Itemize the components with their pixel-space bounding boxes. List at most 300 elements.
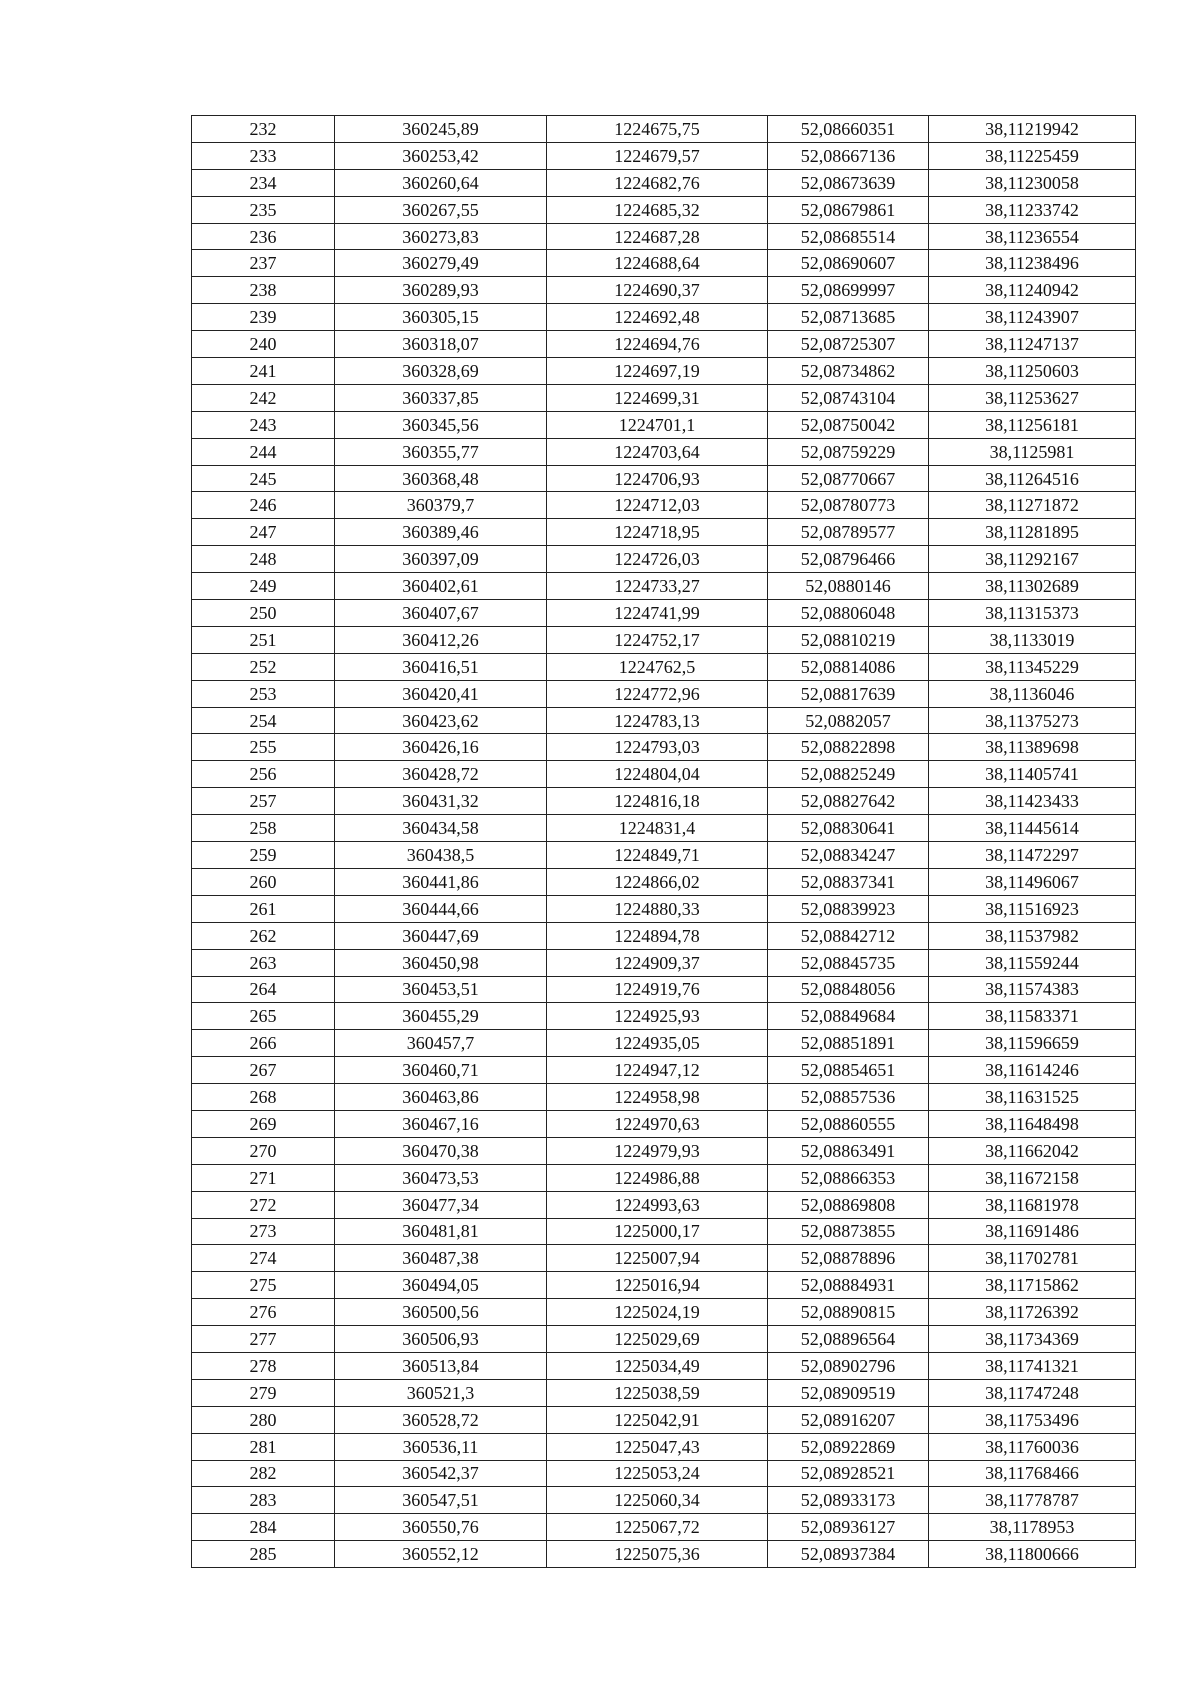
x-coordinate-cell: 360470,38 xyxy=(335,1137,547,1164)
latitude-cell: 52,0880146 xyxy=(768,573,929,600)
table-row xyxy=(192,1003,1136,1030)
point-number-cell: 272 xyxy=(192,1191,335,1218)
latitude-cell: 52,08860555 xyxy=(768,1110,929,1137)
table-row xyxy=(192,1487,1136,1514)
table-row xyxy=(192,1110,1136,1137)
point-number-cell: 260 xyxy=(192,868,335,895)
table-row xyxy=(192,546,1136,573)
latitude-cell: 52,08810219 xyxy=(768,626,929,653)
x-coordinate-cell: 360441,86 xyxy=(335,868,547,895)
latitude-cell: 52,08770667 xyxy=(768,465,929,492)
table-row xyxy=(192,1137,1136,1164)
longitude-cell: 38,11375273 xyxy=(929,707,1136,734)
latitude-cell: 52,08857536 xyxy=(768,1084,929,1111)
y-coordinate-cell: 1224793,03 xyxy=(547,734,768,761)
x-coordinate-cell: 360528,72 xyxy=(335,1406,547,1433)
point-number-cell: 245 xyxy=(192,465,335,492)
table-row xyxy=(192,922,1136,949)
latitude-cell: 52,08679861 xyxy=(768,196,929,223)
y-coordinate-cell: 1224718,95 xyxy=(547,519,768,546)
point-number-cell: 278 xyxy=(192,1352,335,1379)
longitude-cell: 38,1133019 xyxy=(929,626,1136,653)
point-number-cell: 264 xyxy=(192,976,335,1003)
y-coordinate-cell: 1224697,19 xyxy=(547,358,768,385)
latitude-cell: 52,08796466 xyxy=(768,546,929,573)
longitude-cell: 38,11596659 xyxy=(929,1030,1136,1057)
latitude-cell: 52,08834247 xyxy=(768,842,929,869)
table-row xyxy=(192,519,1136,546)
latitude-cell: 52,08849684 xyxy=(768,1003,929,1030)
latitude-cell: 52,08937384 xyxy=(768,1541,929,1568)
x-coordinate-cell: 360447,69 xyxy=(335,922,547,949)
table-row xyxy=(192,116,1136,143)
latitude-cell: 52,08873855 xyxy=(768,1218,929,1245)
table-row xyxy=(192,653,1136,680)
point-number-cell: 271 xyxy=(192,1164,335,1191)
point-number-cell: 233 xyxy=(192,142,335,169)
point-number-cell: 284 xyxy=(192,1514,335,1541)
x-coordinate-cell: 360460,71 xyxy=(335,1057,547,1084)
y-coordinate-cell: 1224831,4 xyxy=(547,815,768,842)
x-coordinate-cell: 360305,15 xyxy=(335,304,547,331)
y-coordinate-cell: 1224688,64 xyxy=(547,250,768,277)
x-coordinate-cell: 360438,5 xyxy=(335,842,547,869)
y-coordinate-cell: 1224741,99 xyxy=(547,600,768,627)
latitude-cell: 52,08743104 xyxy=(768,384,929,411)
latitude-cell: 52,08713685 xyxy=(768,304,929,331)
latitude-cell: 52,08866353 xyxy=(768,1164,929,1191)
x-coordinate-cell: 360428,72 xyxy=(335,761,547,788)
longitude-cell: 38,1136046 xyxy=(929,680,1136,707)
longitude-cell: 38,11734369 xyxy=(929,1326,1136,1353)
x-coordinate-cell: 360455,29 xyxy=(335,1003,547,1030)
table-row xyxy=(192,492,1136,519)
table-row xyxy=(192,1352,1136,1379)
table-row xyxy=(192,1460,1136,1487)
table-row xyxy=(192,1406,1136,1433)
table-row xyxy=(192,438,1136,465)
latitude-cell: 52,08884931 xyxy=(768,1272,929,1299)
point-number-cell: 282 xyxy=(192,1460,335,1487)
longitude-cell: 38,11726392 xyxy=(929,1299,1136,1326)
table-row xyxy=(192,1057,1136,1084)
x-coordinate-cell: 360420,41 xyxy=(335,680,547,707)
y-coordinate-cell: 1224880,33 xyxy=(547,895,768,922)
x-coordinate-cell: 360453,51 xyxy=(335,976,547,1003)
x-coordinate-cell: 360500,56 xyxy=(335,1299,547,1326)
latitude-cell: 52,08750042 xyxy=(768,411,929,438)
y-coordinate-cell: 1225029,69 xyxy=(547,1326,768,1353)
y-coordinate-cell: 1224703,64 xyxy=(547,438,768,465)
y-coordinate-cell: 1225000,17 xyxy=(547,1218,768,1245)
point-number-cell: 283 xyxy=(192,1487,335,1514)
latitude-cell: 52,08699997 xyxy=(768,277,929,304)
point-number-cell: 266 xyxy=(192,1030,335,1057)
y-coordinate-cell: 1225016,94 xyxy=(547,1272,768,1299)
longitude-cell: 38,11302689 xyxy=(929,573,1136,600)
longitude-cell: 38,11389698 xyxy=(929,734,1136,761)
latitude-cell: 52,08667136 xyxy=(768,142,929,169)
longitude-cell: 38,11496067 xyxy=(929,868,1136,895)
x-coordinate-cell: 360494,05 xyxy=(335,1272,547,1299)
x-coordinate-cell: 360506,93 xyxy=(335,1326,547,1353)
longitude-cell: 38,11281895 xyxy=(929,519,1136,546)
x-coordinate-cell: 360467,16 xyxy=(335,1110,547,1137)
y-coordinate-cell: 1224692,48 xyxy=(547,304,768,331)
x-coordinate-cell: 360412,26 xyxy=(335,626,547,653)
point-number-cell: 252 xyxy=(192,653,335,680)
point-number-cell: 238 xyxy=(192,277,335,304)
latitude-cell: 52,08817639 xyxy=(768,680,929,707)
y-coordinate-cell: 1224699,31 xyxy=(547,384,768,411)
latitude-cell: 52,08842712 xyxy=(768,922,929,949)
x-coordinate-cell: 360402,61 xyxy=(335,573,547,600)
point-number-cell: 277 xyxy=(192,1326,335,1353)
longitude-cell: 38,11240942 xyxy=(929,277,1136,304)
point-number-cell: 247 xyxy=(192,519,335,546)
table-row xyxy=(192,1433,1136,1460)
y-coordinate-cell: 1224866,02 xyxy=(547,868,768,895)
table-row xyxy=(192,680,1136,707)
longitude-cell: 38,11236554 xyxy=(929,223,1136,250)
x-coordinate-cell: 360368,48 xyxy=(335,465,547,492)
y-coordinate-cell: 1224752,17 xyxy=(547,626,768,653)
latitude-cell: 52,08830641 xyxy=(768,815,929,842)
table-row xyxy=(192,842,1136,869)
longitude-cell: 38,11405741 xyxy=(929,761,1136,788)
table-row xyxy=(192,465,1136,492)
x-coordinate-cell: 360407,67 xyxy=(335,600,547,627)
longitude-cell: 38,11271872 xyxy=(929,492,1136,519)
latitude-cell: 52,08902796 xyxy=(768,1352,929,1379)
y-coordinate-cell: 1224919,76 xyxy=(547,976,768,1003)
table-row xyxy=(192,761,1136,788)
table-row xyxy=(192,976,1136,1003)
y-coordinate-cell: 1224762,5 xyxy=(547,653,768,680)
longitude-cell: 38,11681978 xyxy=(929,1191,1136,1218)
table-row xyxy=(192,1541,1136,1568)
table-row xyxy=(192,358,1136,385)
x-coordinate-cell: 360345,56 xyxy=(335,411,547,438)
latitude-cell: 52,08839923 xyxy=(768,895,929,922)
y-coordinate-cell: 1224894,78 xyxy=(547,922,768,949)
x-coordinate-cell: 360513,84 xyxy=(335,1352,547,1379)
longitude-cell: 38,11741321 xyxy=(929,1352,1136,1379)
y-coordinate-cell: 1225038,59 xyxy=(547,1379,768,1406)
point-number-cell: 261 xyxy=(192,895,335,922)
y-coordinate-cell: 1225047,43 xyxy=(547,1433,768,1460)
latitude-cell: 52,08890815 xyxy=(768,1299,929,1326)
y-coordinate-cell: 1224687,28 xyxy=(547,223,768,250)
y-coordinate-cell: 1225024,19 xyxy=(547,1299,768,1326)
point-number-cell: 240 xyxy=(192,331,335,358)
table-row xyxy=(192,626,1136,653)
x-coordinate-cell: 360260,64 xyxy=(335,169,547,196)
table-row xyxy=(192,196,1136,223)
y-coordinate-cell: 1224690,37 xyxy=(547,277,768,304)
x-coordinate-cell: 360473,53 xyxy=(335,1164,547,1191)
y-coordinate-cell: 1224772,96 xyxy=(547,680,768,707)
x-coordinate-cell: 360444,66 xyxy=(335,895,547,922)
table-row xyxy=(192,573,1136,600)
longitude-cell: 38,11256181 xyxy=(929,411,1136,438)
y-coordinate-cell: 1224909,37 xyxy=(547,949,768,976)
longitude-cell: 38,11445614 xyxy=(929,815,1136,842)
x-coordinate-cell: 360431,32 xyxy=(335,788,547,815)
x-coordinate-cell: 360463,86 xyxy=(335,1084,547,1111)
latitude-cell: 52,08806048 xyxy=(768,600,929,627)
latitude-cell: 52,0882057 xyxy=(768,707,929,734)
y-coordinate-cell: 1224726,03 xyxy=(547,546,768,573)
longitude-cell: 38,11702781 xyxy=(929,1245,1136,1272)
latitude-cell: 52,08690607 xyxy=(768,250,929,277)
y-coordinate-cell: 1224993,63 xyxy=(547,1191,768,1218)
x-coordinate-cell: 360481,81 xyxy=(335,1218,547,1245)
y-coordinate-cell: 1225053,24 xyxy=(547,1460,768,1487)
point-number-cell: 267 xyxy=(192,1057,335,1084)
longitude-cell: 38,11264516 xyxy=(929,465,1136,492)
point-number-cell: 234 xyxy=(192,169,335,196)
point-number-cell: 281 xyxy=(192,1433,335,1460)
x-coordinate-cell: 360416,51 xyxy=(335,653,547,680)
x-coordinate-cell: 360521,3 xyxy=(335,1379,547,1406)
table-row xyxy=(192,142,1136,169)
y-coordinate-cell: 1224804,04 xyxy=(547,761,768,788)
longitude-cell: 38,11230058 xyxy=(929,169,1136,196)
y-coordinate-cell: 1225042,91 xyxy=(547,1406,768,1433)
longitude-cell: 38,11648498 xyxy=(929,1110,1136,1137)
longitude-cell: 38,11691486 xyxy=(929,1218,1136,1245)
point-number-cell: 236 xyxy=(192,223,335,250)
longitude-cell: 38,11778787 xyxy=(929,1487,1136,1514)
table-row xyxy=(192,250,1136,277)
y-coordinate-cell: 1224816,18 xyxy=(547,788,768,815)
latitude-cell: 52,08814086 xyxy=(768,653,929,680)
longitude-cell: 38,11574383 xyxy=(929,976,1136,1003)
latitude-cell: 52,08863491 xyxy=(768,1137,929,1164)
latitude-cell: 52,08822898 xyxy=(768,734,929,761)
x-coordinate-cell: 360550,76 xyxy=(335,1514,547,1541)
latitude-cell: 52,08854651 xyxy=(768,1057,929,1084)
point-number-cell: 270 xyxy=(192,1137,335,1164)
point-number-cell: 263 xyxy=(192,949,335,976)
x-coordinate-cell: 360477,34 xyxy=(335,1191,547,1218)
longitude-cell: 38,11233742 xyxy=(929,196,1136,223)
point-number-cell: 259 xyxy=(192,842,335,869)
table-row xyxy=(192,734,1136,761)
latitude-cell: 52,08878896 xyxy=(768,1245,929,1272)
table-row xyxy=(192,815,1136,842)
latitude-cell: 52,08851891 xyxy=(768,1030,929,1057)
y-coordinate-cell: 1225007,94 xyxy=(547,1245,768,1272)
longitude-cell: 38,11253627 xyxy=(929,384,1136,411)
longitude-cell: 38,11747248 xyxy=(929,1379,1136,1406)
latitude-cell: 52,08685514 xyxy=(768,223,929,250)
longitude-cell: 38,1125981 xyxy=(929,438,1136,465)
point-number-cell: 241 xyxy=(192,358,335,385)
latitude-cell: 52,08928521 xyxy=(768,1460,929,1487)
point-number-cell: 262 xyxy=(192,922,335,949)
point-number-cell: 285 xyxy=(192,1541,335,1568)
point-number-cell: 243 xyxy=(192,411,335,438)
longitude-cell: 38,11760036 xyxy=(929,1433,1136,1460)
longitude-cell: 38,11472297 xyxy=(929,842,1136,869)
latitude-cell: 52,08936127 xyxy=(768,1514,929,1541)
longitude-cell: 38,11614246 xyxy=(929,1057,1136,1084)
point-number-cell: 279 xyxy=(192,1379,335,1406)
point-number-cell: 269 xyxy=(192,1110,335,1137)
table-row xyxy=(192,169,1136,196)
y-coordinate-cell: 1224970,63 xyxy=(547,1110,768,1137)
table-row xyxy=(192,304,1136,331)
point-number-cell: 237 xyxy=(192,250,335,277)
y-coordinate-cell: 1224694,76 xyxy=(547,331,768,358)
y-coordinate-cell: 1224783,13 xyxy=(547,707,768,734)
x-coordinate-cell: 360337,85 xyxy=(335,384,547,411)
table-row xyxy=(192,411,1136,438)
table-row xyxy=(192,1084,1136,1111)
point-number-cell: 255 xyxy=(192,734,335,761)
table-row xyxy=(192,1326,1136,1353)
table-row xyxy=(192,1191,1136,1218)
y-coordinate-cell: 1224849,71 xyxy=(547,842,768,869)
longitude-cell: 38,11662042 xyxy=(929,1137,1136,1164)
longitude-cell: 38,1178953 xyxy=(929,1514,1136,1541)
point-number-cell: 275 xyxy=(192,1272,335,1299)
table-row xyxy=(192,277,1136,304)
y-coordinate-cell: 1224712,03 xyxy=(547,492,768,519)
y-coordinate-cell: 1225060,34 xyxy=(547,1487,768,1514)
table-row xyxy=(192,600,1136,627)
x-coordinate-cell: 360289,93 xyxy=(335,277,547,304)
latitude-cell: 52,08827642 xyxy=(768,788,929,815)
longitude-cell: 38,11559244 xyxy=(929,949,1136,976)
coordinates-table-body xyxy=(192,116,1136,1568)
x-coordinate-cell: 360423,62 xyxy=(335,707,547,734)
latitude-cell: 52,08909519 xyxy=(768,1379,929,1406)
latitude-cell: 52,08673639 xyxy=(768,169,929,196)
x-coordinate-cell: 360542,37 xyxy=(335,1460,547,1487)
x-coordinate-cell: 360267,55 xyxy=(335,196,547,223)
table-row xyxy=(192,788,1136,815)
point-number-cell: 280 xyxy=(192,1406,335,1433)
table-row xyxy=(192,1299,1136,1326)
y-coordinate-cell: 1224733,27 xyxy=(547,573,768,600)
y-coordinate-cell: 1224925,93 xyxy=(547,1003,768,1030)
y-coordinate-cell: 1224675,75 xyxy=(547,116,768,143)
x-coordinate-cell: 360245,89 xyxy=(335,116,547,143)
table-row xyxy=(192,707,1136,734)
table-row xyxy=(192,868,1136,895)
x-coordinate-cell: 360389,46 xyxy=(335,519,547,546)
x-coordinate-cell: 360273,83 xyxy=(335,223,547,250)
x-coordinate-cell: 360487,38 xyxy=(335,1245,547,1272)
point-number-cell: 239 xyxy=(192,304,335,331)
y-coordinate-cell: 1225034,49 xyxy=(547,1352,768,1379)
longitude-cell: 38,11315373 xyxy=(929,600,1136,627)
x-coordinate-cell: 360318,07 xyxy=(335,331,547,358)
latitude-cell: 52,08916207 xyxy=(768,1406,929,1433)
table-row xyxy=(192,949,1136,976)
latitude-cell: 52,08789577 xyxy=(768,519,929,546)
latitude-cell: 52,08660351 xyxy=(768,116,929,143)
point-number-cell: 253 xyxy=(192,680,335,707)
point-number-cell: 273 xyxy=(192,1218,335,1245)
y-coordinate-cell: 1224935,05 xyxy=(547,1030,768,1057)
longitude-cell: 38,11345229 xyxy=(929,653,1136,680)
table-row xyxy=(192,331,1136,358)
longitude-cell: 38,11537982 xyxy=(929,922,1136,949)
longitude-cell: 38,11238496 xyxy=(929,250,1136,277)
x-coordinate-cell: 360426,16 xyxy=(335,734,547,761)
table-row xyxy=(192,1164,1136,1191)
point-number-cell: 274 xyxy=(192,1245,335,1272)
table-row xyxy=(192,1514,1136,1541)
latitude-cell: 52,08869808 xyxy=(768,1191,929,1218)
y-coordinate-cell: 1224979,93 xyxy=(547,1137,768,1164)
longitude-cell: 38,11768466 xyxy=(929,1460,1136,1487)
point-number-cell: 276 xyxy=(192,1299,335,1326)
latitude-cell: 52,08922869 xyxy=(768,1433,929,1460)
y-coordinate-cell: 1224947,12 xyxy=(547,1057,768,1084)
x-coordinate-cell: 360536,11 xyxy=(335,1433,547,1460)
point-number-cell: 256 xyxy=(192,761,335,788)
latitude-cell: 52,08837341 xyxy=(768,868,929,895)
x-coordinate-cell: 360355,77 xyxy=(335,438,547,465)
coordinates-table xyxy=(191,115,1136,1568)
y-coordinate-cell: 1224701,1 xyxy=(547,411,768,438)
x-coordinate-cell: 360328,69 xyxy=(335,358,547,385)
table-row xyxy=(192,1272,1136,1299)
longitude-cell: 38,11423433 xyxy=(929,788,1136,815)
latitude-cell: 52,08933173 xyxy=(768,1487,929,1514)
point-number-cell: 249 xyxy=(192,573,335,600)
table-row xyxy=(192,895,1136,922)
longitude-cell: 38,11247137 xyxy=(929,331,1136,358)
point-number-cell: 254 xyxy=(192,707,335,734)
longitude-cell: 38,11583371 xyxy=(929,1003,1136,1030)
longitude-cell: 38,11631525 xyxy=(929,1084,1136,1111)
latitude-cell: 52,08725307 xyxy=(768,331,929,358)
y-coordinate-cell: 1224706,93 xyxy=(547,465,768,492)
x-coordinate-cell: 360397,09 xyxy=(335,546,547,573)
table-row xyxy=(192,384,1136,411)
longitude-cell: 38,11243907 xyxy=(929,304,1136,331)
x-coordinate-cell: 360253,42 xyxy=(335,142,547,169)
y-coordinate-cell: 1224958,98 xyxy=(547,1084,768,1111)
table-row xyxy=(192,1379,1136,1406)
point-number-cell: 251 xyxy=(192,626,335,653)
table-row xyxy=(192,1245,1136,1272)
longitude-cell: 38,11219942 xyxy=(929,116,1136,143)
x-coordinate-cell: 360434,58 xyxy=(335,815,547,842)
latitude-cell: 52,08759229 xyxy=(768,438,929,465)
longitude-cell: 38,11800666 xyxy=(929,1541,1136,1568)
longitude-cell: 38,11753496 xyxy=(929,1406,1136,1433)
point-number-cell: 250 xyxy=(192,600,335,627)
latitude-cell: 52,08896564 xyxy=(768,1326,929,1353)
latitude-cell: 52,08734862 xyxy=(768,358,929,385)
point-number-cell: 235 xyxy=(192,196,335,223)
y-coordinate-cell: 1224679,57 xyxy=(547,142,768,169)
longitude-cell: 38,11715862 xyxy=(929,1272,1136,1299)
point-number-cell: 258 xyxy=(192,815,335,842)
x-coordinate-cell: 360450,98 xyxy=(335,949,547,976)
point-number-cell: 244 xyxy=(192,438,335,465)
latitude-cell: 52,08825249 xyxy=(768,761,929,788)
longitude-cell: 38,11516923 xyxy=(929,895,1136,922)
point-number-cell: 257 xyxy=(192,788,335,815)
